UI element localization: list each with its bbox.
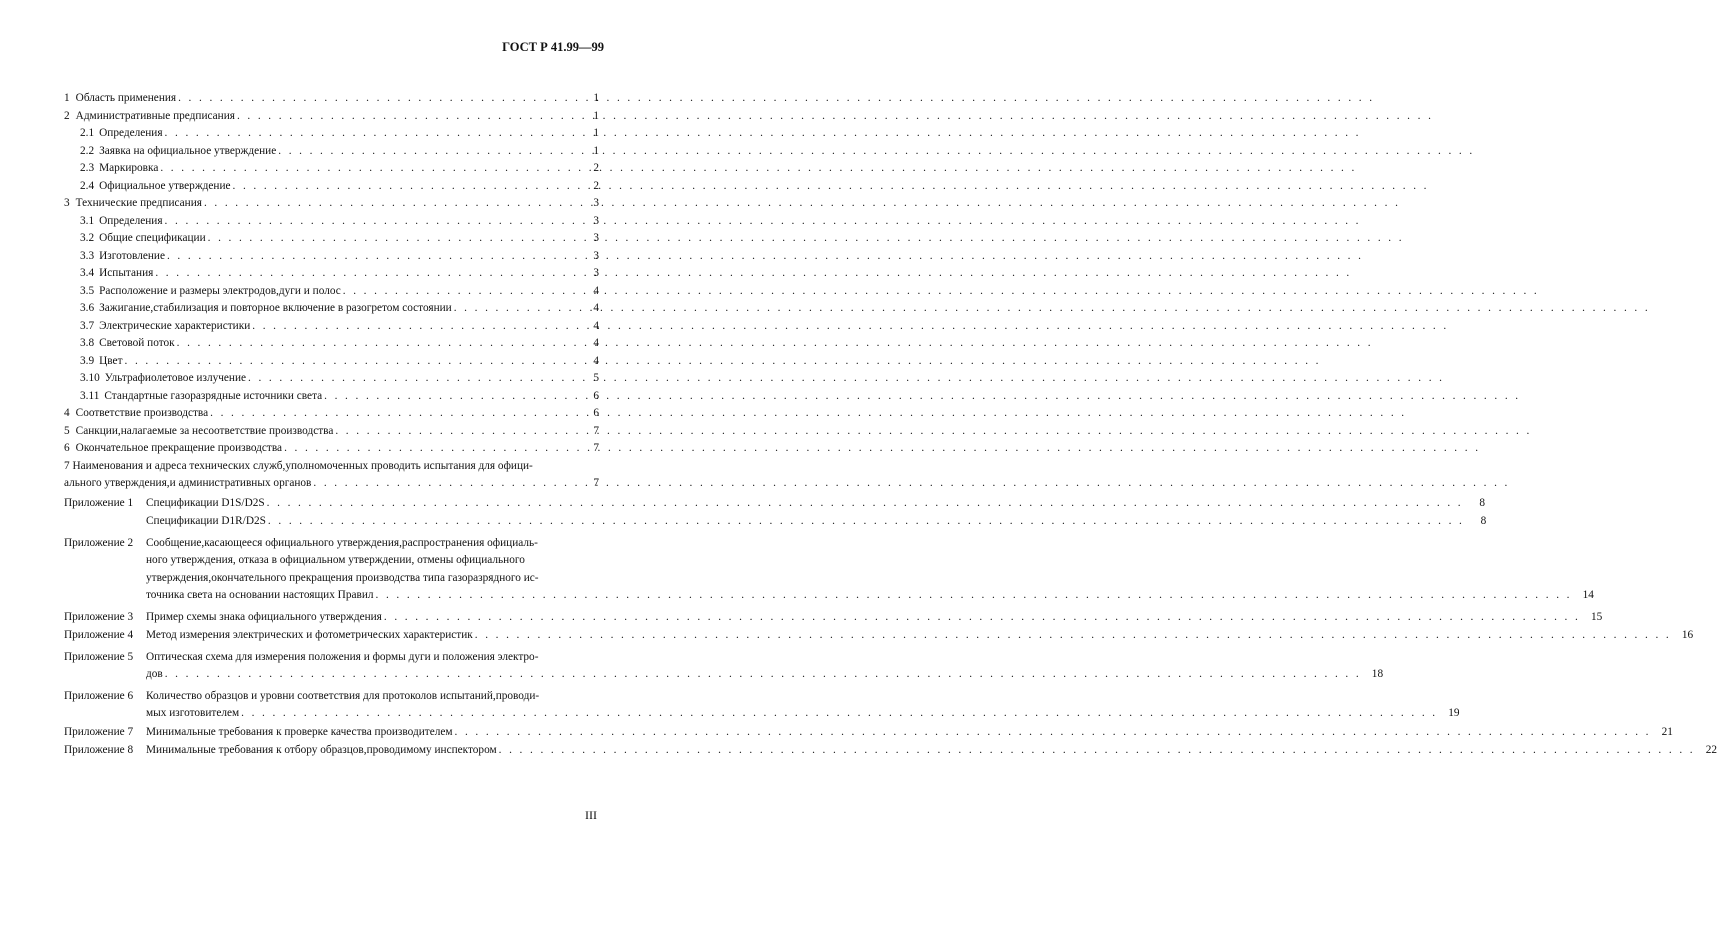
toc-entry-page: 3 [593,267,599,279]
toc-entry-number: 3.4 [80,267,95,279]
appendix-entry[interactable] [64,609,1603,627]
appendix-title: Минимальные требования к отбору образцов,проводимому инспектором [146,744,497,756]
toc-entry-5[interactable] [64,423,599,441]
toc-entry-page: 3 [593,232,599,244]
toc-entry-page: 7 [593,442,599,454]
toc-entry-page: 1 [593,109,599,122]
toc-entry-page: 3 [593,249,599,262]
toc-entry-2[interactable] [64,108,599,126]
toc-entry-number: 6 [64,442,70,454]
leader-dots [384,609,1580,627]
toc-entry-page: 6 [593,407,599,419]
toc-entry-title: Расположение и размеры электродов,дуги и полос [99,284,341,297]
toc-entry-title: Соответствие производства [75,407,209,419]
toc-entry-number: 3 [64,197,70,209]
leader-dots [237,108,577,126]
leader-dots [343,283,577,301]
appendix-title-line: Оптическая схема для измерения положения и формы дуги и положения электро- [146,650,539,663]
toc-entry-title: Испытания [99,267,154,279]
appendix-entry[interactable] [64,649,1384,684]
leader-dots [165,666,1361,684]
leader-dots [178,90,577,108]
toc-entry-page: 1 [593,92,599,104]
toc-appendices [64,495,1717,760]
appendix-title-line: ного утверждения, отказа в официальном утверждении, отмены официального [146,554,525,566]
toc-entry-title: Технические предписания [75,197,202,209]
toc-entry-number: 3.2 [80,232,95,244]
appendix-page: 22 [1705,744,1717,756]
appendix-page: 8 [1480,515,1487,527]
leader-dots [278,143,577,161]
toc-entry-page: 1 [593,127,599,139]
toc-entry-7-page: 7 [593,477,599,489]
appendix-entry[interactable] [64,627,1694,645]
toc-entry-3-2[interactable] [64,230,599,248]
toc-entry-3-5[interactable] [64,283,599,301]
appendix-page: 21 [1661,725,1673,738]
appendix-title: Пример схемы знака официального утверждения [146,610,382,623]
toc-entry-2-2[interactable] [64,143,599,161]
toc-entry-number: 2 [64,109,70,122]
toc-entry-title: Ультрафиолетовое излучение [104,372,247,384]
toc-entry-title: Общие спецификации [99,232,206,244]
appendix-label: Приложение 1 [64,496,134,509]
toc-entry-page: 4 [593,319,599,332]
standard-code: ГОСТ Р 41.99—99 [502,40,604,54]
leader-dots [324,388,577,406]
toc-entry-number: 2.2 [80,144,95,157]
appendix-title: Минимальные требования к проверке качества производителем [146,725,453,738]
appendix-title: дов [146,668,163,680]
toc-entry-title: Определения [99,127,163,139]
toc-entry-page: 5 [593,372,599,384]
appendix-page: 19 [1448,707,1460,719]
leader-dots [177,335,577,353]
toc-entry-title: Электрические характеристики [99,319,251,332]
toc-entry-page: 4 [593,284,599,297]
toc-entry-3-8[interactable] [64,335,599,353]
toc-entry-number: 1 [64,92,70,104]
toc-entry-number: 3.8 [80,337,95,349]
leader-dots [210,405,577,423]
toc-entry-2-4[interactable] [64,178,599,196]
toc-entry-title: Область применения [75,92,177,104]
toc-entry-3-7[interactable] [64,318,599,336]
leader-dots [160,160,577,178]
toc-entry-3-6[interactable] [64,300,599,318]
leader-dots [267,495,1463,513]
leader-dots [313,475,577,493]
toc-entry-title: Определения [99,214,163,227]
leader-dots [499,742,1695,760]
appendix-label: Приложение 3 [64,610,134,623]
toc-entry-title: Санкции,налагаемые за несоответствие производства [75,424,334,437]
leader-dots [454,300,577,318]
toc-entry-number: 3.1 [80,214,95,227]
toc-entry-number: 2.4 [80,179,95,192]
leader-dots [268,513,1464,531]
appendix-title: Спецификации D1S/D2S [146,496,265,509]
toc-entry-page: 2 [593,179,599,192]
toc-entry-number: 3.5 [80,284,95,297]
toc-entry-3-3[interactable] [64,248,599,266]
toc-entry-title: Официальное утверждение [99,179,231,192]
toc-entry-3-4[interactable] [64,265,599,283]
leader-dots [165,125,577,143]
toc-entry-title: Заявка на официальное утверждение [99,144,277,157]
toc-entry-page: 3 [593,197,599,209]
leader-dots [252,318,577,336]
toc-entry-page: 4 [593,302,599,314]
toc-entry-3-11[interactable] [64,388,599,406]
toc-entry-number: 3.7 [80,319,95,332]
toc-entry-6[interactable] [64,440,599,458]
appendix-label: Приложение 8 [64,744,134,756]
appendix-page: 18 [1371,668,1384,680]
appendix-title: точника света на основании настоящих Правил [146,589,374,601]
appendix-entry[interactable] [64,724,1673,742]
leader-dots [165,213,577,231]
appendix-page: 14 [1582,589,1594,601]
toc-entry-3[interactable] [64,195,599,213]
appendix-label: Приложение 7 [64,725,134,738]
leader-dots [284,440,577,458]
leader-dots [376,587,1572,605]
toc-entry-number: 2.3 [80,162,95,174]
leader-dots [248,370,577,388]
toc-entry-3-1[interactable] [64,213,599,231]
toc-entry-3-10[interactable] [64,370,599,388]
toc-entry-page: 2 [593,162,599,174]
toc-entry-title: Зажигание,стабилизация и повторное включение в разогретом состоянии [99,302,452,314]
toc-entry-number: 3.10 [80,372,100,384]
leader-dots [204,195,577,213]
appendix-title: Метод измерения электрических и фотометрических характеристик [146,629,473,641]
toc-entry-title: Цвет [99,354,123,367]
leader-dots [241,705,1437,723]
leader-dots [335,423,577,441]
toc-entry-page: 4 [593,337,599,349]
toc-entry-number: 3.3 [80,249,95,262]
appendix-page: 15 [1590,610,1603,623]
toc-sections [64,90,599,458]
toc-entry-7-line2: ального утверждения,и административных органов [64,477,312,489]
toc-entry-number: 4 [64,407,70,419]
toc-entry-page: 7 [593,424,599,437]
appendix-label: Приложение 4 [64,629,134,641]
appendix-title-line: утверждения,окончательного прекращения производства типа газоразрядного ис- [146,571,539,584]
toc-entry-title: Стандартные газоразрядные источники света [104,389,323,402]
leader-dots [233,178,577,196]
leader-dots [455,724,1651,742]
appendix-entry[interactable] [64,742,1717,760]
appendix-entry[interactable] [64,513,1487,531]
toc-entry-number: 3.6 [80,302,95,314]
toc-entry-1[interactable] [64,90,599,108]
toc-entry-number: 3.9 [80,354,95,367]
appendix-title-line: Сообщение,касающееся официального утверждения,распространения официаль- [146,536,538,549]
leader-dots [475,627,1671,645]
appendix-title: Спецификации D1R/D2S [146,515,266,527]
appendix-label: Приложение 6 [64,689,134,702]
toc-entry-3-9[interactable] [64,353,599,371]
appendix-label: Приложение 2 [64,536,134,549]
toc-entry-7[interactable] [64,458,599,493]
toc-entry-number: 5 [64,424,70,437]
appendix-entry[interactable] [64,495,1486,513]
toc-entry-number: 2.1 [80,127,95,139]
appendix-page: 16 [1681,629,1694,641]
page-number: III [585,808,597,822]
toc-entry-title: Изготовление [99,249,165,262]
toc-entry-page: 1 [593,144,599,157]
toc-entry-title: Световой поток [99,337,175,349]
toc-entry-page: 6 [593,389,599,402]
appendix-title: мых изготовителем [146,707,240,719]
appendix-entry[interactable] [64,688,1460,723]
leader-dots [167,248,577,266]
toc-entry-page: 3 [593,214,599,227]
toc-entry-7-line1: 7 Наименования и адреса технических служб,уполномоченных проводить испытания для офици- [64,459,533,472]
toc-entry-2-1[interactable] [64,125,599,143]
appendix-label: Приложение 5 [64,650,134,663]
leader-dots [125,353,577,371]
toc-entry-2-3[interactable] [64,160,599,178]
toc-entry-page: 4 [593,354,599,367]
appendix-entry[interactable] [64,535,1594,605]
table-of-contents [64,90,1717,760]
toc-entry-title: Окончательное прекращение производства [75,442,283,454]
toc-entry-4[interactable] [64,405,599,423]
appendix-page: 8 [1479,496,1486,509]
toc-entry-title: Административные предписания [75,109,235,122]
toc-entry-number: 3.11 [80,389,100,402]
appendix-title-line: Количество образцов и уровни соответствия для протоколов испытаний,проводи- [146,689,540,702]
leader-dots [208,230,577,248]
leader-dots [155,265,577,283]
toc-entry-title: Маркировка [99,162,159,174]
